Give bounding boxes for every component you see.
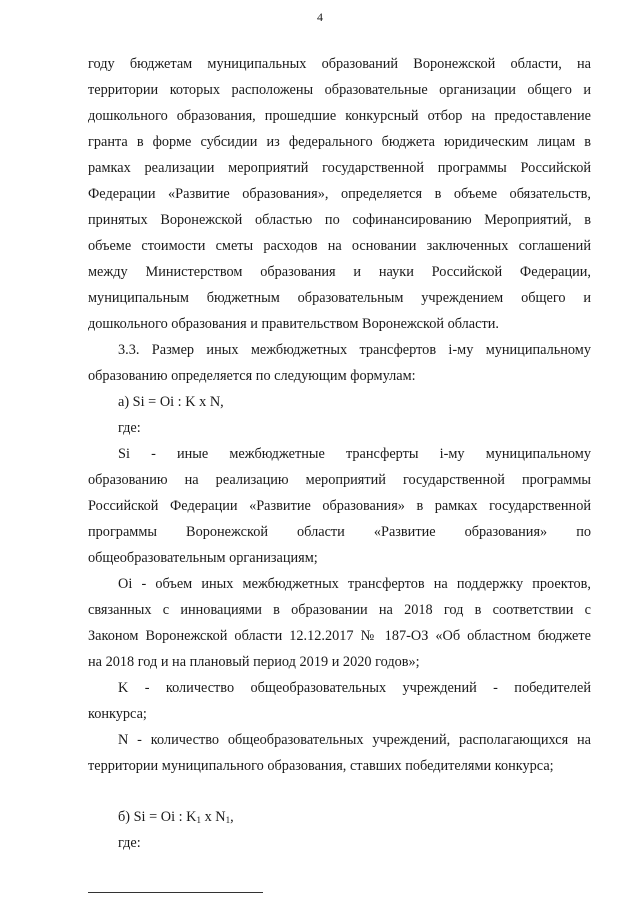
text-line: образованию определяется по следующим формулам: xyxy=(88,368,416,384)
text-line: муниципальным бюджетным образовательным учреждением общего и xyxy=(88,290,591,306)
bottom-divider xyxy=(88,892,263,893)
text-line: Российской Федерации «Развитие образования» в рамках государственной xyxy=(88,498,591,514)
where-label: где: xyxy=(118,835,141,851)
text-line: K - количество общеобразовательных учреждений - победителей xyxy=(118,680,591,696)
text-line: гранта в форме субсидии из федерального бюджета юридическим лицам в xyxy=(88,134,591,150)
text-line: на 2018 год и на плановый период 2019 и 2020 годов»; xyxy=(88,654,420,670)
formula-a: а) Si = Oi : K x N, xyxy=(118,394,224,410)
text-line: между Министерством образования и науки Российской Федерации, xyxy=(88,264,591,280)
text-line: году бюджетам муниципальных образований Воронежской области, на xyxy=(88,56,591,72)
text-line: рамках реализации мероприятий государственной программы Российской xyxy=(88,160,591,176)
text-line: Si - иные межбюджетные трансферты i-му муниципальному xyxy=(118,446,591,462)
text-line: принятых Воронежской областью по софинансированию Мероприятий, в xyxy=(88,212,591,228)
text-line: объеме стоимости сметы расходов на основании заключенных соглашений xyxy=(88,238,591,254)
text-line: Oi - объем иных межбюджетных трансфертов на поддержку проектов, xyxy=(118,576,591,592)
text-line: Законом Воронежской области 12.12.2017 № 187-ОЗ «Об областном бюджете xyxy=(88,628,591,644)
text-line: дошкольного образования, прошедшие конкурсный отбор на предоставление xyxy=(88,108,591,124)
text-line: Федерации «Развитие образования», определяется в объеме обязательств, xyxy=(88,186,591,202)
text-line: конкурса; xyxy=(88,706,147,722)
formula-b: б) Si = Oi : $K_1$ x $N_1$, xyxy=(118,809,234,825)
text-line: территории которых расположены образовательные организации общего и xyxy=(88,82,591,98)
text-line: территории муниципального образования, ставших победителями конкурса; xyxy=(88,758,554,774)
text-line: дошкольного образования и правительством Воронежской области. xyxy=(88,316,499,332)
text-line: общеобразовательным организациям; xyxy=(88,550,318,566)
where-label: где: xyxy=(118,420,141,436)
text-line: образованию на реализацию мероприятий государственной программы xyxy=(88,472,591,488)
text-line: программы Воронежской области «Развитие образования» по xyxy=(88,524,591,540)
text-line: 3.3. Размер иных межбюджетных трансфертов i-му муниципальному xyxy=(118,342,591,358)
page-number: 4 xyxy=(317,10,323,24)
text-line: N - количество общеобразовательных учреждений, располагающихся на xyxy=(118,732,591,748)
text-line: связанных с инновациями в образовании на 2018 год в соответствии с xyxy=(88,602,591,618)
